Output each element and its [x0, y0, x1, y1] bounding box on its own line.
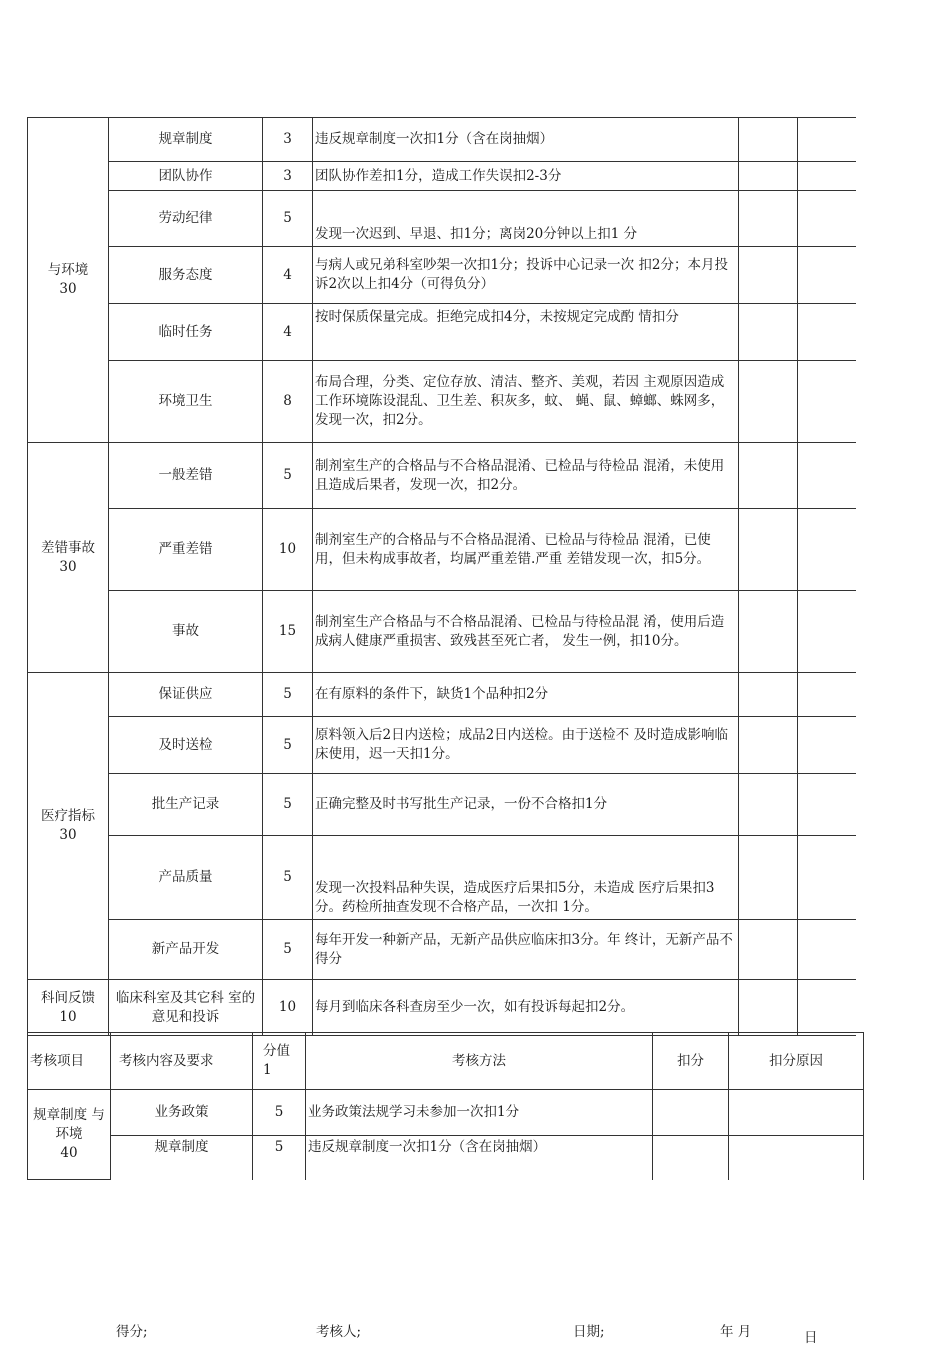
deduct-cell[interactable] — [739, 980, 798, 1036]
date-label: 日期; — [573, 1324, 605, 1340]
reason-cell[interactable] — [798, 980, 856, 1036]
item-score: 5 — [263, 673, 313, 717]
deduct-cell[interactable] — [653, 1090, 729, 1136]
deduct-cell[interactable] — [739, 191, 798, 247]
item-method: 每月到临床各科查房至少一次，如有投诉每起扣2分。 — [313, 980, 739, 1036]
item-method: 制剂室生产合格品与不合格品混淆、已检品与待检品混 淆，使用后造成病人健康严重损害、致残甚至死亡者， 发生一例，扣10分。 — [313, 591, 739, 673]
item-method: 违反规章制度一次扣1分（含在岗抽烟） — [306, 1136, 653, 1180]
item-name: 及时送检 — [109, 717, 263, 774]
item-score: 10 — [263, 509, 313, 591]
deduct-cell[interactable] — [739, 591, 798, 673]
item-method: 原料领入后2日内送检；成品2日内送检。由于送检不 及时造成影响临床使用，迟一天扣1分。 — [313, 717, 739, 774]
item-method: 制剂室生产的合格品与不合格品混淆、已检品与待检品 混淆，已使用，但未构成事故者，均属严重差错.严重 差错发现一次，扣5分。 — [313, 509, 739, 591]
item-name: 服务态度 — [109, 247, 263, 304]
item-name: 规章制度 — [111, 1136, 253, 1180]
item-score: 3 — [263, 118, 313, 162]
item-score: 5 — [263, 920, 313, 980]
assessor-label: 考核人; — [316, 1324, 362, 1340]
item-method: 发现一次投料品种失误，造成医疗后果扣5分，未造成 医疗后果扣3分。药检所抽查发现不合格产品，一次扣 1分。 — [313, 836, 739, 920]
item-method: 布局合理，分类、定位存放、清洁、整齐、美观，若因 主观原因造成工作环境陈设混乱、卫生差、积灰多，蚊、 蝇、鼠、蟑螂、蛛网多，发现一次，扣2分。 — [313, 361, 739, 443]
day-label: 日 — [804, 1330, 818, 1346]
item-name: 严重差错 — [109, 509, 263, 591]
deduct-cell[interactable] — [739, 673, 798, 717]
reason-cell[interactable] — [798, 717, 856, 774]
item-score: 8 — [263, 361, 313, 443]
header-content: 考核内容及要求 — [111, 1033, 253, 1090]
item-method: 在有原料的条件下，缺货1个品种扣2分 — [313, 673, 739, 717]
reason-cell[interactable] — [798, 162, 856, 191]
reason-cell[interactable] — [798, 191, 856, 247]
header-deduct: 扣分 — [653, 1033, 729, 1090]
item-score: 5 — [263, 774, 313, 836]
item-score: 4 — [263, 304, 313, 361]
deduct-cell[interactable] — [739, 304, 798, 361]
header-reason: 扣分原因 — [729, 1033, 864, 1090]
group-name: 与环境 30 — [28, 118, 109, 443]
assessment-table-continued — [27, 117, 856, 1036]
item-score: 15 — [263, 591, 313, 673]
reason-cell[interactable] — [798, 591, 856, 673]
item-name: 新产品开发 — [109, 920, 263, 980]
reason-cell[interactable] — [798, 247, 856, 304]
item-name: 事故 — [109, 591, 263, 673]
reason-cell[interactable] — [798, 774, 856, 836]
reason-cell[interactable] — [798, 304, 856, 361]
item-method: 正确完整及时书写批生产记录，一份不合格扣1分 — [313, 774, 739, 836]
item-score: 5 — [263, 191, 313, 247]
header-row — [28, 1033, 864, 1090]
deduct-cell[interactable] — [739, 920, 798, 980]
group-name: 科间反馈 10 — [28, 980, 109, 1036]
item-name: 产品质量 — [109, 836, 263, 920]
deduct-cell[interactable] — [739, 162, 798, 191]
reason-cell[interactable] — [798, 673, 856, 717]
deduct-cell[interactable] — [739, 118, 798, 162]
item-score: 5 — [263, 717, 313, 774]
item-name: 规章制度 — [109, 118, 263, 162]
item-name: 一般差错 — [109, 443, 263, 509]
item-name: 临时任务 — [109, 304, 263, 361]
deduct-cell[interactable] — [739, 717, 798, 774]
reason-cell[interactable] — [798, 443, 856, 509]
group-name: 医疗指标 30 — [28, 673, 109, 980]
item-method: 团队协作差扣1分，造成工作失误扣2-3分 — [313, 162, 739, 191]
item-method: 业务政策法规学习未参加一次扣1分 — [306, 1090, 653, 1136]
deduct-cell[interactable] — [739, 836, 798, 920]
item-name: 批生产记录 — [109, 774, 263, 836]
item-method: 按时保质保量完成。拒绝完成扣4分，未按规定完成酌 情扣分 — [313, 304, 739, 361]
item-method: 每年开发一种新产品，无新产品供应临床扣3分。年 终计，无新产品不得分 — [313, 920, 739, 980]
deduct-cell[interactable] — [739, 361, 798, 443]
item-score: 5 — [263, 443, 313, 509]
deduct-cell[interactable] — [739, 509, 798, 591]
item-method: 违反规章制度一次扣1分（含在岗抽烟） — [313, 118, 739, 162]
item-name: 保证供应 — [109, 673, 263, 717]
item-method: 与病人或兄弟科室吵架一次扣1分；投诉中心记录一次 扣2分；本月投诉2次以上扣4分（可得负分） — [313, 247, 739, 304]
header-project: 考核项目 — [28, 1033, 111, 1090]
item-score: 5 — [253, 1090, 306, 1136]
header-score: 分值 1 — [253, 1033, 306, 1090]
reason-cell[interactable] — [798, 361, 856, 443]
item-name: 团队协作 — [109, 162, 263, 191]
reason-cell[interactable] — [729, 1090, 864, 1136]
item-name: 临床科室及其它科 室的意见和投诉 — [109, 980, 263, 1036]
item-method: 制剂室生产的合格品与不合格品混淆、已检品与待检品 混淆，未使用且造成后果者，发现一次，扣2分。 — [313, 443, 739, 509]
deduct-cell[interactable] — [739, 774, 798, 836]
item-method: 发现一次迟到、早退、扣1分；离岗20分钟以上扣1 分 — [313, 191, 739, 247]
item-name: 劳动纪律 — [109, 191, 263, 247]
assessment-table-header-section — [27, 1032, 864, 1180]
item-name: 环境卫生 — [109, 361, 263, 443]
deduct-cell[interactable] — [739, 443, 798, 509]
header-method: 考核方法 — [306, 1033, 653, 1090]
group-name: 规章制度 与 环境 40 — [28, 1090, 111, 1180]
item-score: 3 — [263, 162, 313, 191]
reason-cell[interactable] — [798, 920, 856, 980]
item-score: 5 — [263, 836, 313, 920]
deduct-cell[interactable] — [653, 1136, 729, 1180]
item-name: 业务政策 — [111, 1090, 253, 1136]
reason-cell[interactable] — [729, 1136, 864, 1180]
score-label: 得分; — [116, 1324, 148, 1340]
item-score: 10 — [263, 980, 313, 1036]
reason-cell[interactable] — [798, 836, 856, 920]
group-name: 差错事故 30 — [28, 443, 109, 673]
reason-cell[interactable] — [798, 509, 856, 591]
item-score: 4 — [263, 247, 313, 304]
reason-cell[interactable] — [798, 118, 856, 162]
deduct-cell[interactable] — [739, 247, 798, 304]
year-month-label: 年 月 — [720, 1324, 752, 1340]
item-score: 5 — [253, 1136, 306, 1180]
